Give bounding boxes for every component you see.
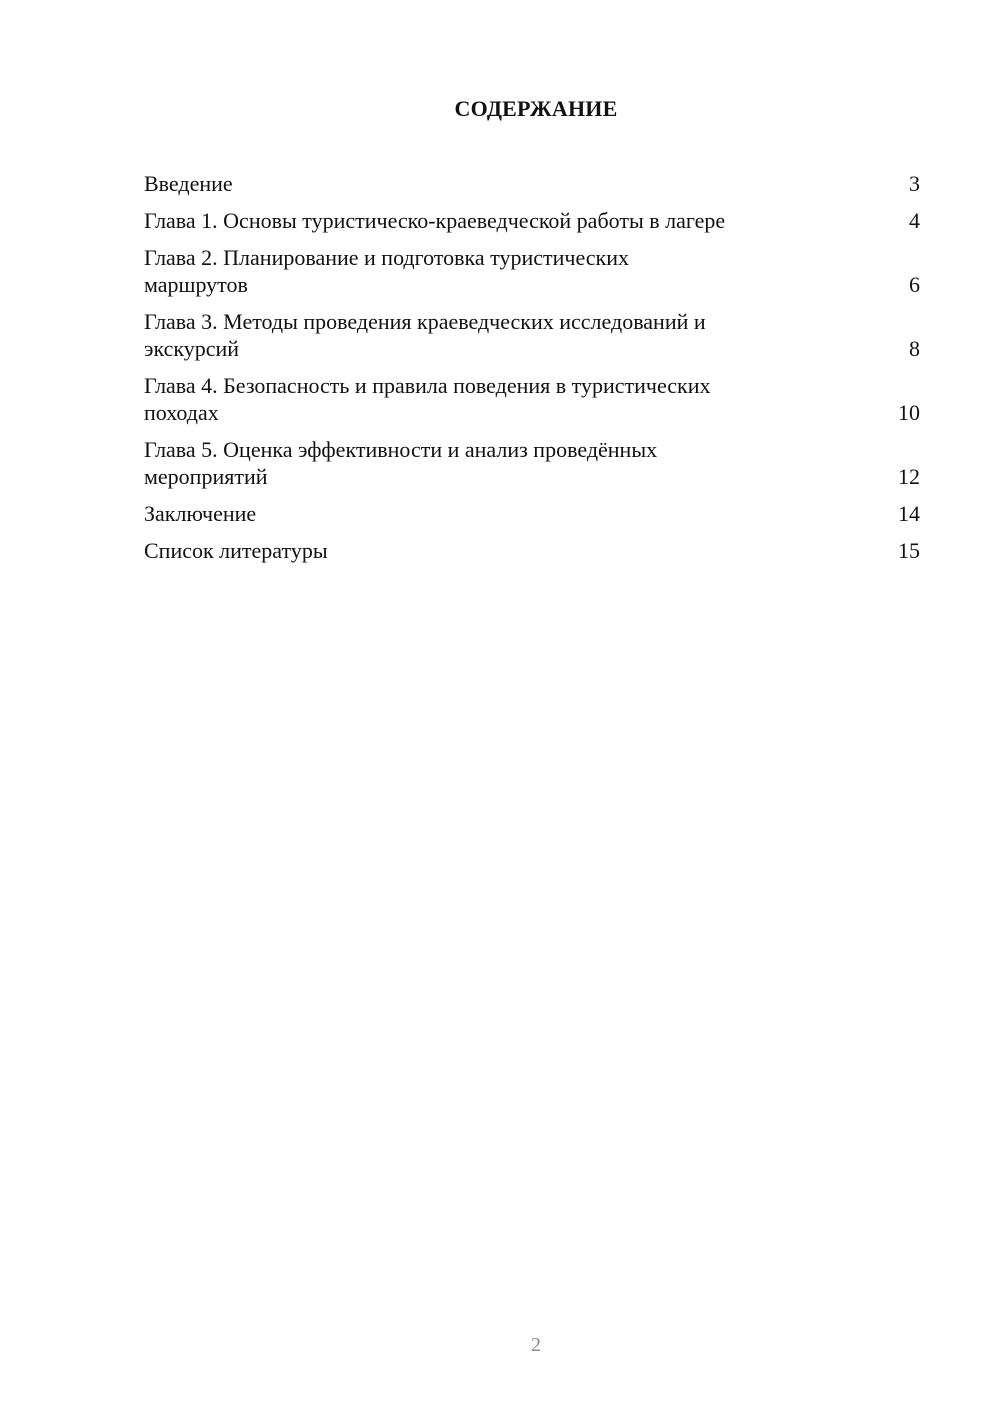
toc-entry-page: 4 — [909, 208, 920, 233]
toc-entry — [144, 308, 920, 362]
toc-entry — [144, 244, 920, 298]
toc-entry — [144, 170, 920, 197]
toc-entry-text: Введение — [144, 171, 233, 196]
toc-entry-page: 14 — [898, 501, 920, 526]
toc-entry — [144, 500, 920, 527]
toc-entry-page: 3 — [909, 171, 920, 196]
toc-title: СОДЕРЖАНИЕ — [454, 96, 618, 121]
toc-entry-text: Глава 1. Основы туристическо-краеведческой работы в лагере — [144, 208, 726, 233]
toc-entry-page: 6 — [909, 272, 920, 297]
toc-entry-text: Глава 4. Безопасность и правила поведения в туристических походах — [144, 373, 711, 425]
toc-entry-page: 12 — [898, 464, 920, 489]
toc-entry — [144, 537, 920, 564]
page-number: 2 — [531, 1334, 541, 1356]
toc-entry — [144, 372, 920, 426]
toc-entry-page: 10 — [898, 400, 920, 425]
toc-entry — [144, 436, 920, 490]
toc-entry-text: Глава 3. Методы проведения краеведческих исследований и экскурсий — [144, 309, 706, 361]
toc-entry-page: 8 — [909, 336, 920, 361]
toc-entry-text: Заключение — [144, 501, 257, 526]
toc-entry — [144, 207, 920, 234]
toc-entry-page: 15 — [898, 538, 920, 563]
toc-entry-text: Глава 5. Оценка эффективности и анализ проведённых мероприятий — [144, 437, 658, 489]
table-of-contents — [144, 170, 920, 574]
toc-entry-text: Глава 2. Планирование и подготовка туристических маршрутов — [144, 245, 629, 297]
toc-entry-text: Список литературы — [144, 538, 328, 563]
